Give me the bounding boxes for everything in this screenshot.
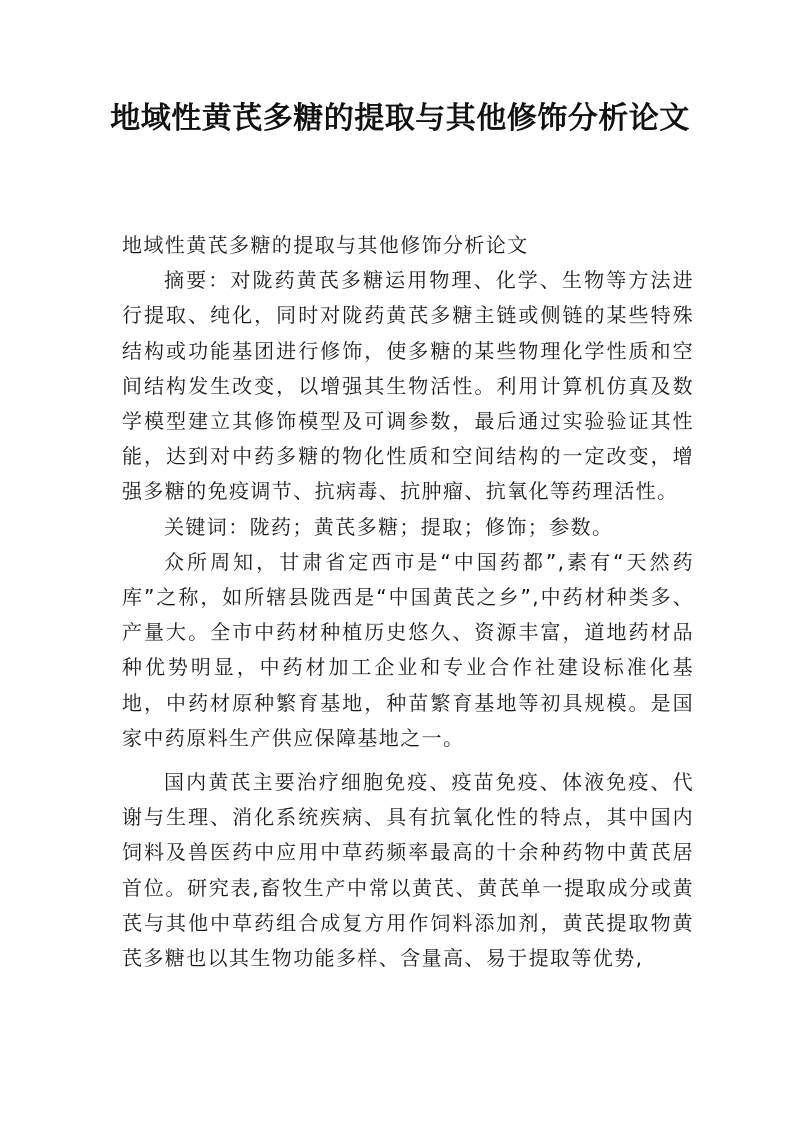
document-subtitle: 地域性黄芪多糖的提取与其他修饰分析论文 — [122, 233, 529, 257]
abstract-paragraph: 摘要：对陇药黄芪多糖运用物理、化学、生物等方法进行提取、纯化，同时对陇药黄芪多糖主链或侧链的某些特殊结构或功能基团进行修饰，使多糖的某些物理化学性质和空间结构发生改变，以增强其生物活性。利用计算机仿真及数学模型建立其修饰模型及可调参数，最后通过实验验证其性能，达到对中药多糖的物化性质和空间结构的一定改变，增强多糖的免疫调节、抗病毒、抗肿瘤、抗氧化等药理活性。 — [122, 268, 694, 504]
document-title: 地域性黄芪多糖的提取与其他修饰分析论文 — [110, 101, 690, 136]
keywords-paragraph: 关键词：陇药；黄芪多糖；提取；修饰；参数。 — [164, 514, 614, 539]
document-body — [122, 228, 694, 976]
domestic-paragraph: 国内黄芪主要治疗细胞免疫、疫苗免疫、体液免疫、代谢与生理、消化系统疾病、具有抗氧化性的特点，其中国内饲料及兽医药中应用中草药频率最高的十余种药物中黄芪居首位。研究表,畜牧生产中常以黄芪、黄芪单一提取成分或黄芪与其他中草药组合成复方用作饲料添加剂，黄芪提取物黄芪多糖也以其生物功能多样、含量高、易于提取等优势, — [122, 770, 694, 971]
intro-paragraph: 众所周知，甘肃省定西市是“中国药都”,素有“天然药库”之称，如所辖县陇西是“中国黄芪之乡”,中药材种类多、产量大。全市中药材种植历史悠久、资源丰富，道地药材品种优势明显，中药材加工企业和专业合作社建设标准化基地，中药材原种繁育基地，种苗繁育基地等初具规模。是国家中药原料生产供应保障基地之一。 — [122, 549, 694, 750]
